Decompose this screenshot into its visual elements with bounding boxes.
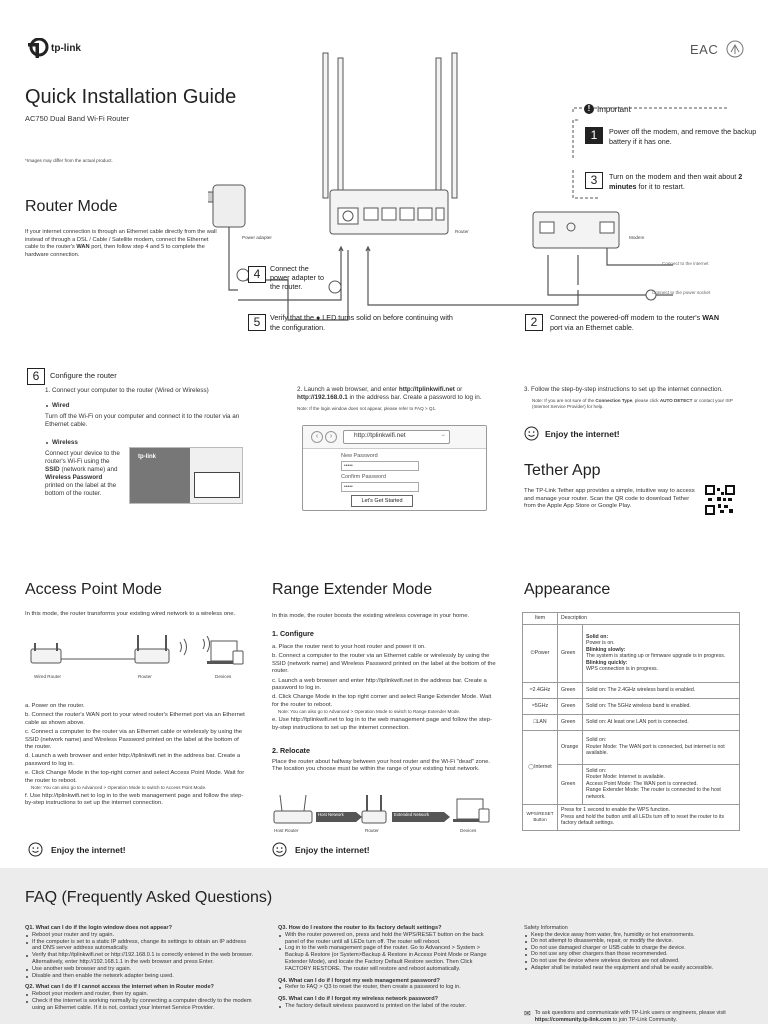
row-desc: Solid on: Power is on. Blinking slowly: The system is starting up or firmware upgrade is in progress. Blinking quickly: WPS connection is in progress. xyxy=(583,624,740,682)
row-item: WPS/RESET Button xyxy=(523,804,558,830)
configure-col2 xyxy=(297,386,487,412)
re-step-d: d. Click Change Mode in the top right corner and select Range Extender Mode. Wait for the router to reboot. xyxy=(272,694,492,708)
image-disclaimer: *Images may differ from the actual product. xyxy=(25,158,113,163)
confirm-password-field[interactable]: ••••• xyxy=(341,482,419,492)
faq-title: FAQ (Frequently Asked Questions) xyxy=(25,889,273,906)
faq-q3-item: Log in to the web management page of the router. Go to Advanced > System > Backup & Restore (or System>Backup & Restore in Access Point Mode or Range Extender Mode), and locate the Factory Default Restore section. Then Click FACTORY RESTORE. The router will restore and reboot automatically. xyxy=(278,945,498,972)
row-item: □LAN xyxy=(523,714,558,730)
step1-number: 1 xyxy=(585,127,603,144)
re-mode-title: Range Extender Mode xyxy=(272,581,433,598)
re-host-router-label: Host Router xyxy=(274,828,299,833)
re-steps xyxy=(272,644,497,732)
label-brand: tp-link xyxy=(138,454,156,460)
col-description-header: Description xyxy=(558,613,740,625)
faq-q4-item: Refer to FAQ > Q3 to reset the router, then create a password to log in. xyxy=(278,984,498,991)
wifi-icon: ≈ xyxy=(531,702,535,709)
tp-link-logo-icon xyxy=(25,38,49,58)
wired-heading: Wired xyxy=(45,402,245,410)
power-adapter-shape xyxy=(213,185,245,227)
power-icon: ⏻ xyxy=(530,649,535,656)
safety-item: Do not use any other chargers than those recommended. xyxy=(524,951,739,958)
eac-mark: EAC xyxy=(690,41,719,57)
info-icon: ! xyxy=(584,104,594,114)
table-row xyxy=(523,624,740,682)
ap-step-b: b. Connect the router's WAN port to your wired router's Ethernet port via an Ethernet cable as shown above. xyxy=(25,712,245,726)
row-desc: Press for 1 second to enable the WPS function. Press and hold the button until all LEDs turn off to reset the router to its factory default settings. xyxy=(558,804,740,830)
wired-text: Turn off the Wi-Fi on your computer and connect it to the router via an Ethernet cable. xyxy=(45,413,240,428)
tether-title: Tether App xyxy=(524,462,601,479)
safety-item: Keep the device away from water, fire, humidity or hot environments. xyxy=(524,932,739,939)
address-url: http://tplinkwifi.net xyxy=(354,432,406,439)
tether-text: The TP-Link Tether app provides a simple, intuitive way to access and manage your router. Scan the QR code to download Tether from the Apple App Store or Google Play. xyxy=(524,488,695,509)
ap-step-a: a. Power on the router. xyxy=(25,703,85,709)
step4-number: 4 xyxy=(248,266,266,283)
faq-q2: Q2. What can I do if I cannot access the internet when in Router mode? xyxy=(25,984,214,991)
address-bar[interactable] xyxy=(343,430,450,444)
re-step-note: Note: You can also go to Advanced > Operation Mode to switch to Range Extender Mode. xyxy=(278,709,461,715)
router-mode-title: Router Mode xyxy=(25,198,118,215)
important-label: Important xyxy=(597,104,631,114)
community-note: ✉ To ask questions and communicate with TP-Link users or engineers, please visit https://community.tp-link.com to join TP-Link Community. xyxy=(524,1009,726,1023)
faq-q3-item: With the router powered on, press and hold the WPS/RESET button on the back panel of the router until all LEDs turn off. The router will reboot. xyxy=(278,932,498,946)
go-icon: → xyxy=(440,432,446,438)
step4-text: Connect the power adapter to the router. xyxy=(270,264,324,291)
faq-q1-item: Disable and then enable the network adapter being used. xyxy=(25,973,255,980)
certification-icon xyxy=(726,40,744,58)
row-color: Orange xyxy=(558,730,583,764)
page-title: Quick Installation Guide xyxy=(25,86,237,108)
lan-icon: □ xyxy=(533,718,537,725)
re-mode-diagram xyxy=(272,795,497,830)
faq-q2-item: Check if the internet is working normally by connecting a computer directly to the modem using an Ethernet cable. If it is not, contact your Internet Service Provider. xyxy=(25,998,255,1012)
connect-socket-label: Connect to the power socket xyxy=(652,290,711,295)
router-mode-diagram xyxy=(208,50,728,350)
ap-step-d: d. Launch a web browser and enter http://tplinkwifi.net in the address bar. Create a password to log in. xyxy=(25,753,241,767)
faq-q5-item: The factory default wireless password is printed on the label of the router. xyxy=(278,1003,498,1010)
row-color: Green xyxy=(558,698,583,714)
row-item: ◯Internet xyxy=(523,730,558,804)
row-desc: Solid on: The 5GHz wireless band is enabled. xyxy=(583,698,740,714)
row-color: Green xyxy=(558,714,583,730)
brand-logo xyxy=(25,38,81,58)
new-password-field[interactable]: ••••• xyxy=(341,461,419,471)
row-color: Green xyxy=(558,682,583,698)
faq-q3: Q3. How do I restore the router to its factory default settings? xyxy=(278,925,442,931)
step2-number: 2 xyxy=(525,314,543,331)
ap-steps xyxy=(25,703,247,808)
faq-q5: Q5. What can I do if I forgot my wireless network password? xyxy=(278,996,439,1003)
re-configure-heading: 1. Configure xyxy=(272,629,314,638)
faq-q4: Q4. What can I do if I forgot my web management password? xyxy=(278,977,440,984)
ap-wired-router-label: Wired Router xyxy=(34,674,62,679)
row-desc: Solid on: At least one LAN port is connected. xyxy=(583,714,740,730)
wireless-text: Connect your device to the router's Wi-Fi using the SSID (network name) and Wireless Password printed on the label at the bottom of the router. xyxy=(45,450,120,497)
launch-browser-text: 2. Launch a web browser, and enter http://tplinkwifi.net or http://192.168.0.1 in the address bar. Create a password to log in. xyxy=(297,386,482,401)
step3-text: Turn on the modem and then wait about 2 minutes for it to restart. xyxy=(609,172,743,191)
globe-icon: ◯ xyxy=(528,763,535,770)
step5-text: Verify that the ● LED turns solid on before continuing with the configuration. xyxy=(270,313,453,332)
enjoy-internet-text: Enjoy the internet! xyxy=(51,844,126,855)
safety-item: Do not attempt to disassemble, repair, or modify the device. xyxy=(524,938,739,945)
faq-q1-item: Use another web browser and try again. xyxy=(25,966,255,973)
router-label: Router xyxy=(455,229,469,234)
enjoy-internet-3 xyxy=(272,842,370,857)
connect-internet-label: Connect to the internet xyxy=(662,261,709,266)
row-color: Green xyxy=(558,624,583,682)
login-note: Note: If the login window does not appear, please refer to FAQ > Q1. xyxy=(297,406,437,411)
table-row xyxy=(523,698,740,714)
enjoy-internet-1 xyxy=(524,426,620,441)
router-mode-intro: If your internet connection is through an Ethernet cable directly from the wall instead of through a DSL / Cable / Satellite modem, connect the Ethernet cable to the router's WAN port, then follow step 4 and 5 to complete the hardware connection. xyxy=(25,229,217,258)
configure-col3 xyxy=(524,386,739,410)
wifi-icon: ≈ xyxy=(529,686,533,693)
wireless-heading: Wireless xyxy=(45,439,245,447)
table-row xyxy=(523,730,740,764)
forward-icon[interactable]: › xyxy=(325,431,337,443)
safety-item: Adapter shall be installed near the equipment and shall be easily accessible. xyxy=(524,965,739,972)
ap-step-e: e. Click Change Mode in the top-right corner and select Access Point Mode. Wait for the router to reboot. xyxy=(25,770,245,784)
re-router-label: Router xyxy=(365,828,379,833)
enjoy-internet-2 xyxy=(28,842,126,857)
community-link[interactable]: https://community.tp-link.com xyxy=(534,1016,612,1023)
row-desc: Solid on: Router Mode: Internet is available. Access Point Mode: The WAN port is connected. Range Extender Mode: The router is connected to the host network. xyxy=(583,764,740,804)
connect-computer-heading: 1. Connect your computer to the router (Wired or Wireless) xyxy=(45,387,209,394)
table-header-row xyxy=(523,613,740,625)
faq-col2 xyxy=(278,925,498,1010)
step3-number: 3 xyxy=(585,172,603,189)
re-relocate-text: Place the router about halfway between your host router and the Wi-Fi "dead" zone. The location you choose must be within the range of your existing host network. xyxy=(272,759,491,773)
safety-item: Do not use the device where wireless devices are not allowed. xyxy=(524,958,739,965)
brand-name: tp-link xyxy=(51,42,81,54)
row-desc: Solid on: The 2.4GHz wireless band is enabled. xyxy=(583,682,740,698)
re-host-network-tag: Host Network xyxy=(318,812,344,817)
confirm-password-label: Confirm Password xyxy=(341,474,386,480)
re-step-b: b. Connect a computer to the router via an Ethernet cable or wirelessly by using the SSID (network name) and Wireless Password printed on the label at the bottom of the router. xyxy=(272,653,496,675)
row-color: Green xyxy=(558,764,583,804)
connection-type-note: Note: If you are not sure of the Connection Type, please click AUTO DETECT or contact your ISP (Internet Service Provider) for help. xyxy=(532,398,733,409)
re-step-c: c. Launch a web browser and enter http://tplinkwifi.net in the address bar. Create a password to log in. xyxy=(272,677,487,692)
ap-devices-label: Devices xyxy=(215,674,232,679)
col-item-header: Item xyxy=(523,613,558,625)
faq-q2-item: Reboot your modem and router, then try again. xyxy=(25,991,255,998)
enjoy-internet-text: Enjoy the internet! xyxy=(295,844,370,855)
power-adapter-label: Power adapter xyxy=(242,235,272,240)
modem-label: Modem xyxy=(629,235,645,240)
enjoy-internet-text: Enjoy the internet! xyxy=(545,428,620,439)
safety-title: Safety Information xyxy=(524,925,568,931)
re-step-a: a. Place the router next to your host router and power it on. xyxy=(272,644,426,650)
router-label-image xyxy=(129,447,243,504)
back-icon[interactable]: ‹ xyxy=(311,431,323,443)
re-relocate-heading: 2. Relocate xyxy=(272,746,310,755)
important-heading xyxy=(584,104,631,114)
smile-icon xyxy=(28,842,43,857)
qr-code-icon xyxy=(705,485,735,515)
faq-q1-item: Verify that http://tplinkwifi.net or http://192.168.0.1 is correctly entered in the web browser. Alternatively, enter http://192.168.1.1 in the web browser and press Enter. xyxy=(25,952,255,966)
step6-number: 6 xyxy=(27,368,45,385)
ap-step-note: Note: You can also go to Advanced > Operation Mode to switch to Access Point Mode. xyxy=(31,785,207,791)
re-mode-intro: In this mode, the router boosts the existing wireless coverage in your home. xyxy=(272,613,470,619)
browser-mockup xyxy=(302,425,487,511)
step2-text: Connect the powered-off modem to the router's WAN port via an Ethernet cable. xyxy=(550,313,720,332)
step1-text: Power off the modem, and remove the backup battery if it has one. xyxy=(609,127,757,146)
table-row xyxy=(523,714,740,730)
new-password-label: New Password xyxy=(341,453,378,459)
faq-q1-item: If the computer is set to a static IP address, change its settings to obtain an IP address and DNS server address automatically. xyxy=(25,939,255,953)
row-item: ≈5GHz xyxy=(523,698,558,714)
re-devices-label: Devices xyxy=(460,828,477,833)
row-item: ⏻Power xyxy=(523,624,558,682)
ap-step-c: c. Connect a computer to the router via an Ethernet cable or wirelessly by using the SSID (network name) and Wireless Password printed on the label at the bottom of the router. xyxy=(25,729,243,751)
ap-mode-title: Access Point Mode xyxy=(25,581,162,598)
safety-item: Do not use damaged charger or USB cable to charge the device. xyxy=(524,945,739,952)
lets-get-started-button[interactable]: Let's Get Started xyxy=(351,495,413,507)
smile-icon xyxy=(524,426,539,441)
follow-steps-text: 3. Follow the step-by-step instructions to set up the internet connection. xyxy=(524,386,723,393)
smile-icon xyxy=(272,842,287,857)
ap-mode-intro: In this mode, the router transforms your existing wired network to a wireless one. xyxy=(25,611,236,617)
row-desc: Solid on: Router Mode: The WAN port is connected, but internet is not available. xyxy=(583,730,740,764)
table-row xyxy=(523,682,740,698)
faq-q1-item: Reboot your router and try again. xyxy=(25,932,255,939)
re-extended-network-tag: Extended Network xyxy=(394,812,430,817)
re-step-e: e. Use http://tplinkwifi.net to log in to the web management page and follow the step-by-step instructions to set up the internet connection. xyxy=(272,717,493,731)
appearance-title: Appearance xyxy=(524,581,611,598)
appearance-table xyxy=(522,612,740,831)
table-row xyxy=(523,804,740,830)
step5-number: 5 xyxy=(248,314,266,331)
row-item: ≈2.4GHz xyxy=(523,682,558,698)
chat-icon: ✉ xyxy=(524,1009,531,1018)
configure-title: Configure the router xyxy=(50,371,117,380)
ap-step-f: f. Use http://tplinkwifi.net to log in to the web management page and follow the step-by-step instructions to set up the internet connection. xyxy=(25,793,244,807)
faq-q1: Q1. What can I do if the login window does not appear? xyxy=(25,925,172,931)
ap-router-label: Router xyxy=(138,674,152,679)
faq-col1 xyxy=(25,925,255,1012)
safety-info xyxy=(524,925,739,971)
product-subtitle: AC750 Dual Band Wi-Fi Router xyxy=(25,114,130,123)
